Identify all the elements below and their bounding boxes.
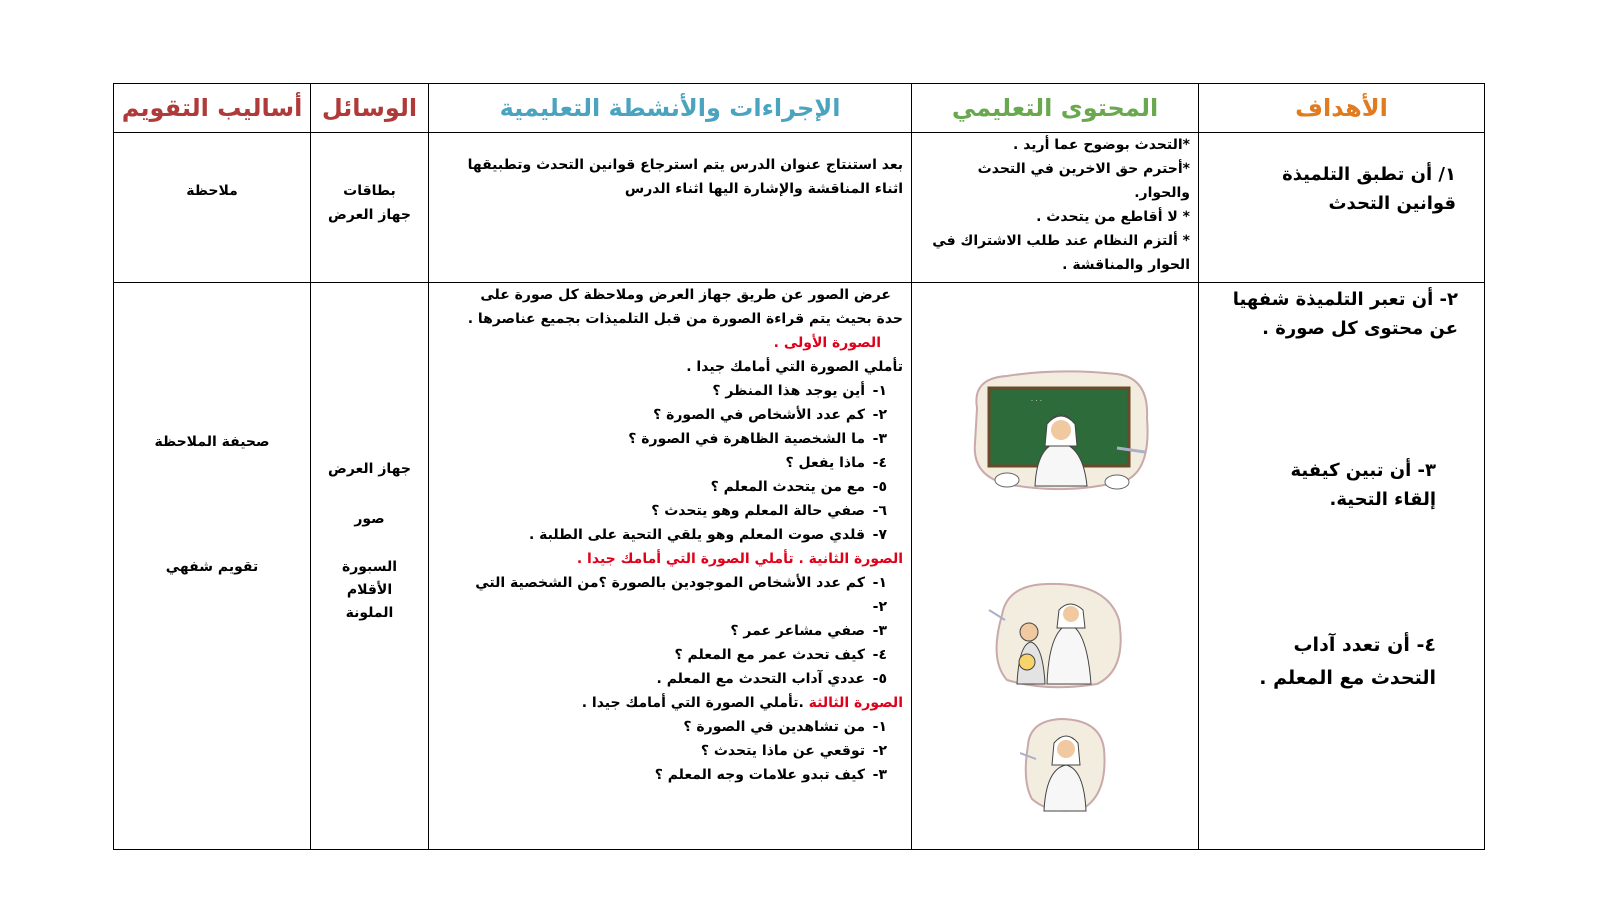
header-content: المحتوى التعليمي — [912, 84, 1199, 133]
row1-goal — [1199, 133, 1484, 283]
svg-text:· · ·: · · · — [1030, 397, 1042, 405]
tool-colored: الملونة — [345, 605, 394, 621]
question-item: ٧- قلدي صوت المعلم وهو يلقي التحية على الطلبة . — [528, 527, 887, 543]
question-item: ١- كم عدد الأشخاص الموجودين بالصورة ؟من الشخصية التي — [475, 575, 887, 591]
content-line: *التحدث بوضوح عما أريد . — [1013, 137, 1190, 153]
question-item: ٣- ما الشخصية الظاهرة في الصورة ؟ — [628, 431, 887, 447]
picture3-questions — [429, 715, 903, 787]
goal-line: ٣- أن تبين كيفية — [1290, 460, 1436, 481]
activity-line: اثناء المناقشة والإشارة اليها اثناء الدرس — [624, 181, 903, 197]
goal-2 — [1233, 285, 1458, 343]
intro-line: حدة بحيث يتم قراءة الصورة من قبل التلميذات بجميع عناصرها . — [467, 311, 903, 327]
lesson-plan-table — [113, 83, 1485, 850]
goal-line: قوانين التحدث — [1328, 193, 1456, 214]
row2-content-pictures — [912, 283, 1199, 849]
evaluation-observation-sheet: صحيفة الملاحظة — [154, 434, 270, 450]
row2-goals — [1199, 283, 1484, 849]
question-item: ٦- صفي حالة المعلم وهو يتحدث ؟ — [651, 503, 887, 519]
question-item: ٣- صفي مشاعر عمر ؟ — [730, 623, 887, 639]
activity-line: بعد استنتاج عنوان الدرس يتم استرجاع قوانين التحدث وتطبيقها — [467, 157, 903, 173]
row1-tools — [311, 133, 429, 283]
content-line: *أحترم حق الاخرين في التحدث — [977, 161, 1190, 177]
question-item: ٣- كيف تبدو علامات وجه المعلم ؟ — [654, 767, 887, 783]
row2-activities — [429, 283, 912, 849]
row2-tools — [311, 283, 429, 849]
picture3-title: الصورة الثالثة — [808, 695, 903, 711]
picture1-title: الصورة الأولى . — [773, 335, 881, 351]
content-line: * لا أقاطع من يتحدث . — [1036, 209, 1190, 225]
question-item: ٤- ماذا يفعل ؟ — [785, 455, 887, 471]
row1-evaluation: ملاحظة — [114, 133, 311, 283]
tool-projector: جهاز العرض — [327, 461, 412, 477]
picture3-heading — [429, 691, 903, 715]
question-item: ٥- مع من يتحدث المعلم ؟ — [710, 479, 887, 495]
goal-3 — [1291, 456, 1437, 514]
header-goals: الأهداف — [1199, 84, 1484, 133]
tool-board: السبورة — [341, 559, 398, 575]
row1-content — [912, 133, 1199, 283]
tool-pictures: صور — [354, 511, 385, 527]
goal-line: إلقاء التحية. — [1329, 489, 1436, 510]
picture1-questions — [429, 379, 903, 547]
picture2-title: الصورة الثانية . تأملي الصورة التي أمامك جيدا . — [576, 551, 903, 567]
header-tools: الوسائل — [311, 84, 429, 133]
question-item: ٢- — [872, 599, 887, 615]
teacher-with-students-image — [987, 580, 1127, 690]
teacher-speaking-image — [1020, 715, 1110, 815]
tool-pens: الأقلام — [346, 582, 393, 598]
picture3-instruction: .تأملي الصورة التي أمامك جيدا . — [581, 695, 804, 711]
row2-evaluation — [114, 283, 311, 849]
intro-line: عرض الصور عن طريق جهاز العرض وملاحظة كل صورة على — [480, 287, 891, 303]
content-line: الحوار والمناقشة . — [1062, 257, 1190, 273]
header-activities: الإجراءات والأنشطة التعليمية — [429, 84, 912, 133]
question-item: ٤- كيف تحدث عمر مع المعلم ؟ — [674, 647, 887, 663]
goal-line: ٤- أن تعدد آداب — [1293, 634, 1436, 656]
teacher-at-board-image — [967, 368, 1152, 493]
goal-line: عن محتوى كل صورة . — [1262, 318, 1458, 339]
picture2-questions — [429, 571, 903, 691]
question-item: ٢- كم عدد الأشخاص في الصورة ؟ — [653, 407, 887, 423]
header-evaluation: أساليب التقويم — [114, 84, 311, 133]
question-item: ٢- توقعي عن ماذا يتحدث ؟ — [700, 743, 887, 759]
goal-line: التحدث مع المعلم . — [1259, 667, 1436, 689]
question-item: ٥- عددي آداب التحدث مع المعلم . — [656, 671, 887, 687]
question-item: ١- من تشاهدين في الصورة ؟ — [683, 719, 887, 735]
goal-4 — [1259, 629, 1436, 695]
evaluation-oral: تقويم شفهي — [165, 559, 259, 575]
row1-activities — [429, 133, 912, 283]
goal-line: ٢- أن تعبر التلميذة شفهيا — [1232, 289, 1458, 310]
tool-projector: جهاز العرض — [327, 207, 412, 223]
picture1-instruction: تأملي الصورة التي أمامك جيدا . — [686, 359, 903, 375]
question-item: ١- أين يوجد هذا المنظر ؟ — [712, 383, 887, 399]
content-line: * ألتزم النظام عند طلب الاشتراك في — [932, 233, 1190, 249]
tool-cards: بطاقات — [343, 183, 396, 199]
content-line: والحوار. — [1134, 185, 1190, 201]
goal-line: ١/ أن تطبق التلميذة — [1282, 164, 1456, 185]
